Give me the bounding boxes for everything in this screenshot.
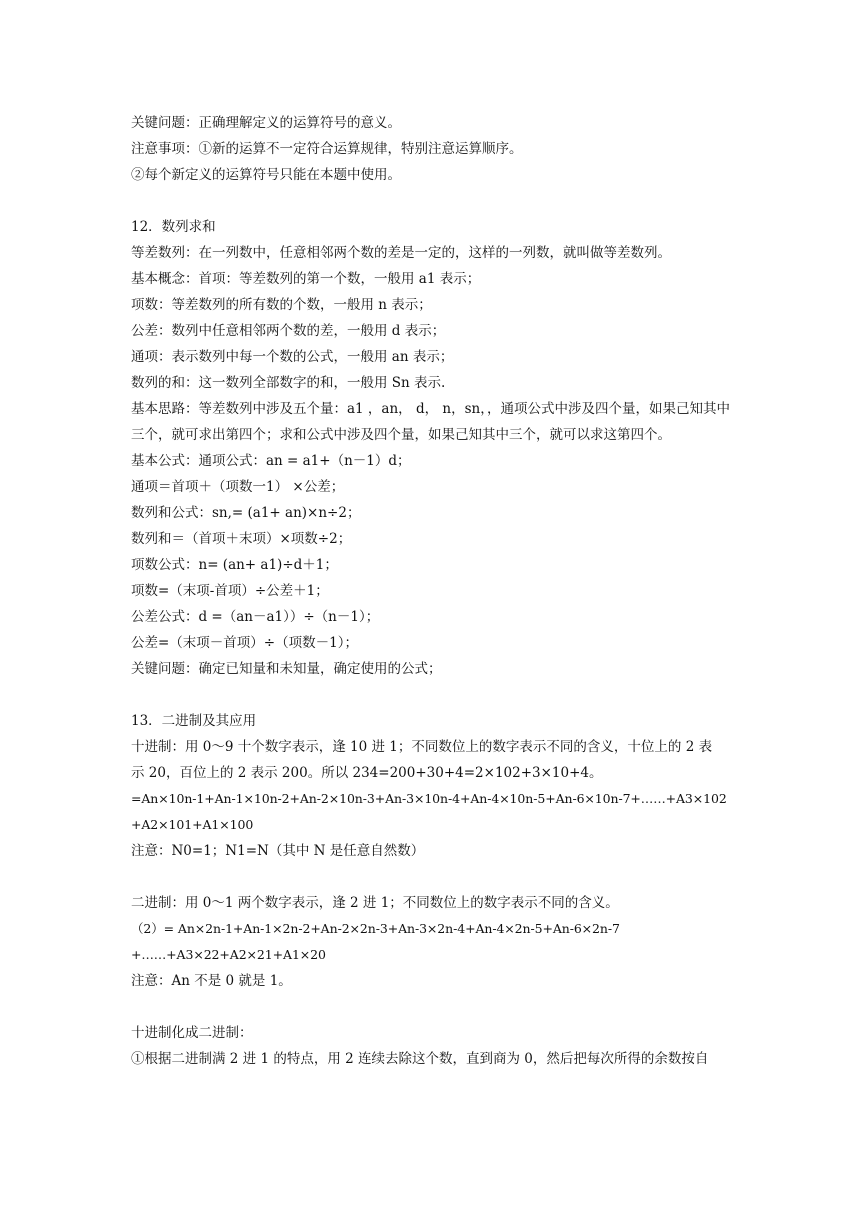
document-body bbox=[131, 110, 736, 1072]
formula-line: +A2×101+A1×100 bbox=[131, 817, 254, 832]
section-heading: 13．二进制及其应用 bbox=[131, 713, 257, 729]
text-line: 注意：An 不是 0 就是 1。 bbox=[131, 973, 292, 989]
text-line: 二进制：用 0～1 两个数字表示，逢 2 进 1；不同数位上的数字表示不同的含义。 bbox=[131, 895, 619, 911]
formula-line: 通项＝首项＋（项数一1） ×公差； bbox=[131, 479, 345, 495]
text-line: ②每个新定义的运算符号只能在本题中使用。 bbox=[131, 167, 401, 183]
text-line: 基本概念：首项：等差数列的第一个数，一般用 a1 表示； bbox=[131, 271, 481, 287]
text-line: 关键问题：正确理解定义的运算符号的意义。 bbox=[131, 115, 401, 131]
text-line: 十进制：用 0～9 十个数字表示，逢 10 进 1；不同数位上的数字表示不同的含义，十位上的 2 表 bbox=[131, 739, 713, 755]
text-line: 基本思路：等差数列中涉及五个量：a1 ，an， d， n，sn，，通项公式中涉及四个量，如果己知其中 bbox=[131, 401, 730, 417]
formula-line: （2）= An×2n-1+An-1×2n-2+An-2×2n-3+An-3×2n-4+An-4×2n-5+An-6×2n-7 bbox=[131, 921, 620, 936]
paragraph-gap bbox=[131, 994, 736, 1020]
text-line: 等差数列：在一列数中，任意相邻两个数的差是一定的，这样的一列数，就叫做等差数列。 bbox=[131, 245, 671, 261]
text-line: 注意：N0=1；N1=N（其中 N 是任意自然数） bbox=[131, 843, 425, 859]
formula-line: =An×10n-1+An-1×10n-2+An-2×10n-3+An-3×10n-4+An-4×10n-5+An-6×10n-7+……+A3×102 bbox=[131, 791, 727, 806]
formula-line: 数列和＝（首项＋末项）×项数÷2； bbox=[131, 531, 352, 547]
text-line: 通项：表示数列中每一个数的公式，一般用 an 表示； bbox=[131, 349, 454, 365]
text-line: 注意事项：①新的运算不一定符合运算规律，特别注意运算顺序。 bbox=[131, 141, 523, 157]
text-line: 公差：数列中任意相邻两个数的差，一般用 d 表示； bbox=[131, 323, 446, 339]
text-line: 数列的和：这一数列全部数字的和，一般用 Sn 表示. bbox=[131, 375, 446, 391]
paragraph-gap bbox=[131, 864, 736, 890]
formula-line: 数列和公式：sn,= (a1+ an)×n÷2； bbox=[131, 505, 361, 521]
paragraph-gap bbox=[131, 682, 736, 708]
formula-line: +……+A3×22+A2×21+A1×20 bbox=[131, 947, 326, 962]
formula-line: 项数公式：n= (an+ a1)÷d＋1； bbox=[131, 557, 338, 573]
formula-line: 公差公式：d =（an－a1））÷（n－1）； bbox=[131, 609, 380, 625]
section-heading: 十进制化成二进制： bbox=[131, 1025, 253, 1041]
text-line: 三个，就可求出第四个；求和公式中涉及四个量，如果己知其中三个，就可以求这第四个。 bbox=[131, 427, 671, 443]
text-line: ①根据二进制满 2 进 1 的特点，用 2 连续去除这个数，直到商为 0，然后把每次所得的余数按自 bbox=[131, 1051, 709, 1067]
text-line: 项数：等差数列的所有数的个数，一般用 n 表示； bbox=[131, 297, 432, 313]
formula-line: 项数=（末项-首项）÷公差＋1； bbox=[131, 583, 329, 599]
text-line: 关键问题：确定已知量和未知量，确定使用的公式； bbox=[131, 661, 442, 677]
text-line: 示 20，百位上的 2 表示 200。所以 234=200+30+4=2×102+3×10+4。 bbox=[131, 765, 603, 781]
section-heading: 12．数列求和 bbox=[131, 219, 216, 235]
formula-line: 基本公式：通项公式：an = a1+（n－1）d； bbox=[131, 453, 411, 469]
formula-line: 公差=（末项－首项）÷（项数－1）； bbox=[131, 635, 358, 651]
paragraph-gap bbox=[131, 188, 736, 214]
